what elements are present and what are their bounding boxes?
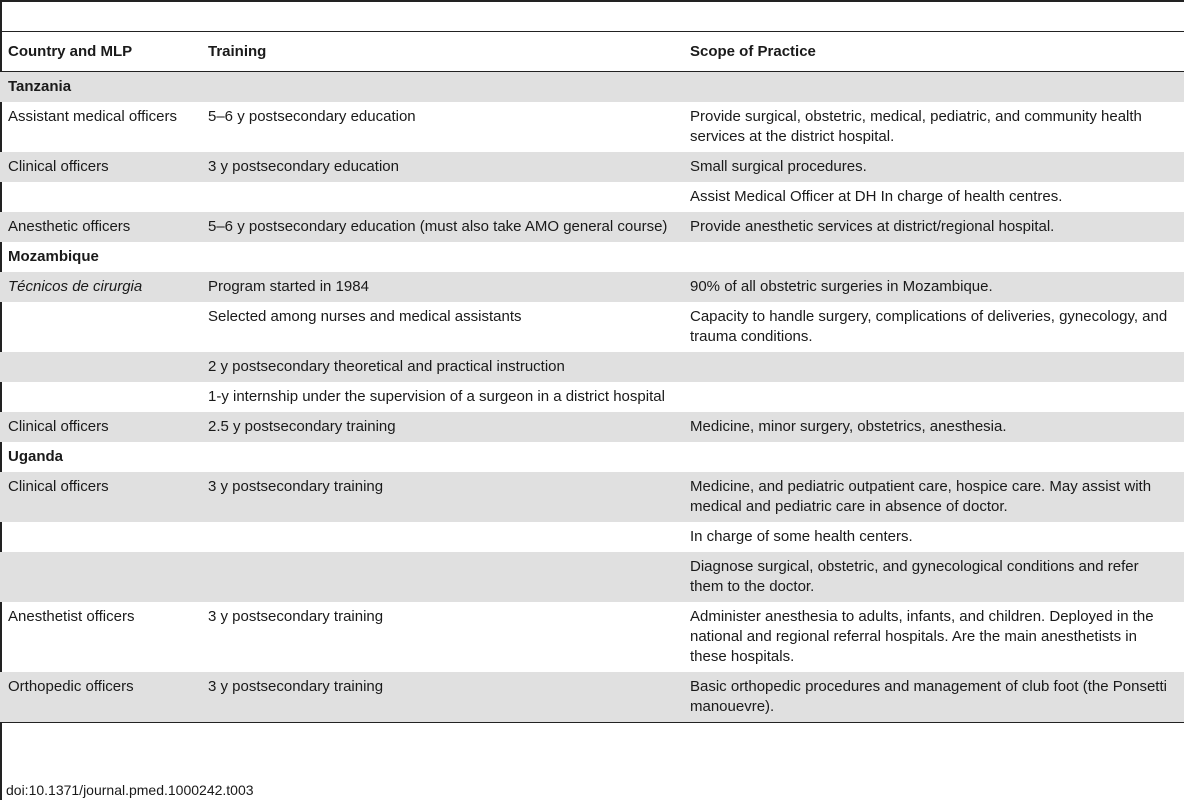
cell-training: 2 y postsecondary theoretical and practical instruction	[200, 352, 682, 382]
cell-country: Clinical officers	[0, 152, 200, 182]
cell-scope: Assist Medical Officer at DH In charge of health centres.	[690, 188, 1063, 205]
cell-country: Anesthetist officers	[8, 608, 135, 625]
cell-training	[200, 242, 682, 272]
cell-training: 2.5 y postsecondary training	[200, 412, 682, 442]
header-scope: Scope of Practice	[682, 32, 1184, 72]
section-title: Mozambique	[8, 248, 99, 265]
cell-scope: Medicine, minor surgery, obstetrics, anesthesia.	[682, 412, 1184, 442]
cell-scope: Provide anesthetic services at district/regional hospital.	[682, 212, 1184, 242]
mlp-table	[0, 31, 1184, 723]
cell-training	[200, 442, 682, 472]
cell-country: Assistant medical officers	[8, 108, 177, 125]
cell-country	[0, 302, 200, 352]
table-row	[0, 382, 1184, 412]
section-title: Tanzania	[0, 72, 200, 103]
cell-scope: Small surgical procedures.	[682, 152, 1184, 182]
cell-scope	[682, 382, 1184, 412]
cell-scope: Medicine, and pediatric outpatient care, hospice care. May assist with medical and pediatric care in absence of doctor.	[682, 472, 1184, 522]
cell-training: 1-y internship under the supervision of a surgeon in a district hospital	[208, 388, 665, 405]
table-container	[0, 31, 1184, 723]
table-row	[0, 602, 1184, 672]
table-row	[0, 152, 1184, 182]
table-row	[0, 272, 1184, 302]
section-row	[0, 442, 1184, 472]
cell-country	[0, 382, 200, 412]
cell-country: Técnicos de cirurgia	[0, 272, 200, 302]
table-body	[0, 72, 1184, 723]
cell-training	[200, 522, 682, 552]
header-training: Training	[200, 32, 682, 72]
cell-country: Clinical officers	[0, 412, 200, 442]
doi-caption: doi:10.1371/journal.pmed.1000242.t003	[6, 782, 254, 798]
cell-training: 3 y postsecondary training	[200, 672, 682, 723]
cell-scope: Administer anesthesia to adults, infants, and children. Deployed in the national and regional referral hospitals. Are the main anesthetists in these hospitals.	[690, 608, 1154, 665]
cell-scope: Basic orthopedic procedures and management of club foot (the Ponsetti manouevre).	[682, 672, 1184, 723]
table-row	[0, 182, 1184, 212]
cell-scope: 90% of all obstetric surgeries in Mozambique.	[682, 272, 1184, 302]
header-country: Country and MLP	[0, 32, 200, 72]
cell-training: Program started in 1984	[200, 272, 682, 302]
cell-training: Selected among nurses and medical assistants	[208, 308, 522, 325]
cell-country	[0, 182, 200, 212]
table-row	[0, 472, 1184, 522]
cell-country	[0, 552, 200, 602]
table-header	[0, 32, 1184, 72]
top-border	[0, 0, 1184, 2]
cell-scope: Capacity to handle surgery, complications of deliveries, gynecology, and trauma conditions.	[690, 308, 1168, 345]
table-row	[0, 552, 1184, 602]
section-row	[0, 242, 1184, 272]
cell-scope: In charge of some health centers.	[690, 528, 913, 545]
cell-scope	[682, 442, 1184, 472]
cell-country: Orthopedic officers	[0, 672, 200, 723]
cell-training: 5–6 y postsecondary education	[208, 108, 416, 125]
cell-scope: Provide surgical, obstetric, medical, pediatric, and community health services at the district hospital.	[690, 108, 1142, 145]
cell-scope: Diagnose surgical, obstetric, and gynecological conditions and refer them to the doctor.	[682, 552, 1184, 602]
table-row	[0, 102, 1184, 152]
table-row	[0, 352, 1184, 382]
cell-scope	[682, 352, 1184, 382]
cell-scope	[682, 72, 1184, 103]
section-title: Uganda	[8, 448, 64, 465]
cell-country: Clinical officers	[0, 472, 200, 522]
cell-country: Anesthetic officers	[0, 212, 200, 242]
section-row	[0, 72, 1184, 103]
cell-training	[200, 552, 682, 602]
table-row	[0, 212, 1184, 242]
cell-training: 3 y postsecondary training	[200, 472, 682, 522]
cell-scope	[682, 242, 1184, 272]
cell-training: 5–6 y postsecondary education (must also take AMO general course)	[200, 212, 682, 242]
table-row	[0, 412, 1184, 442]
cell-training: 3 y postsecondary education	[200, 152, 682, 182]
cell-country	[0, 352, 200, 382]
cell-country	[0, 522, 200, 552]
cell-training: 3 y postsecondary training	[208, 608, 384, 625]
table-row	[0, 672, 1184, 723]
header-row	[0, 32, 1184, 72]
table-row	[0, 522, 1184, 552]
cell-training	[200, 72, 682, 103]
table-row	[0, 302, 1184, 352]
cell-training	[200, 182, 682, 212]
